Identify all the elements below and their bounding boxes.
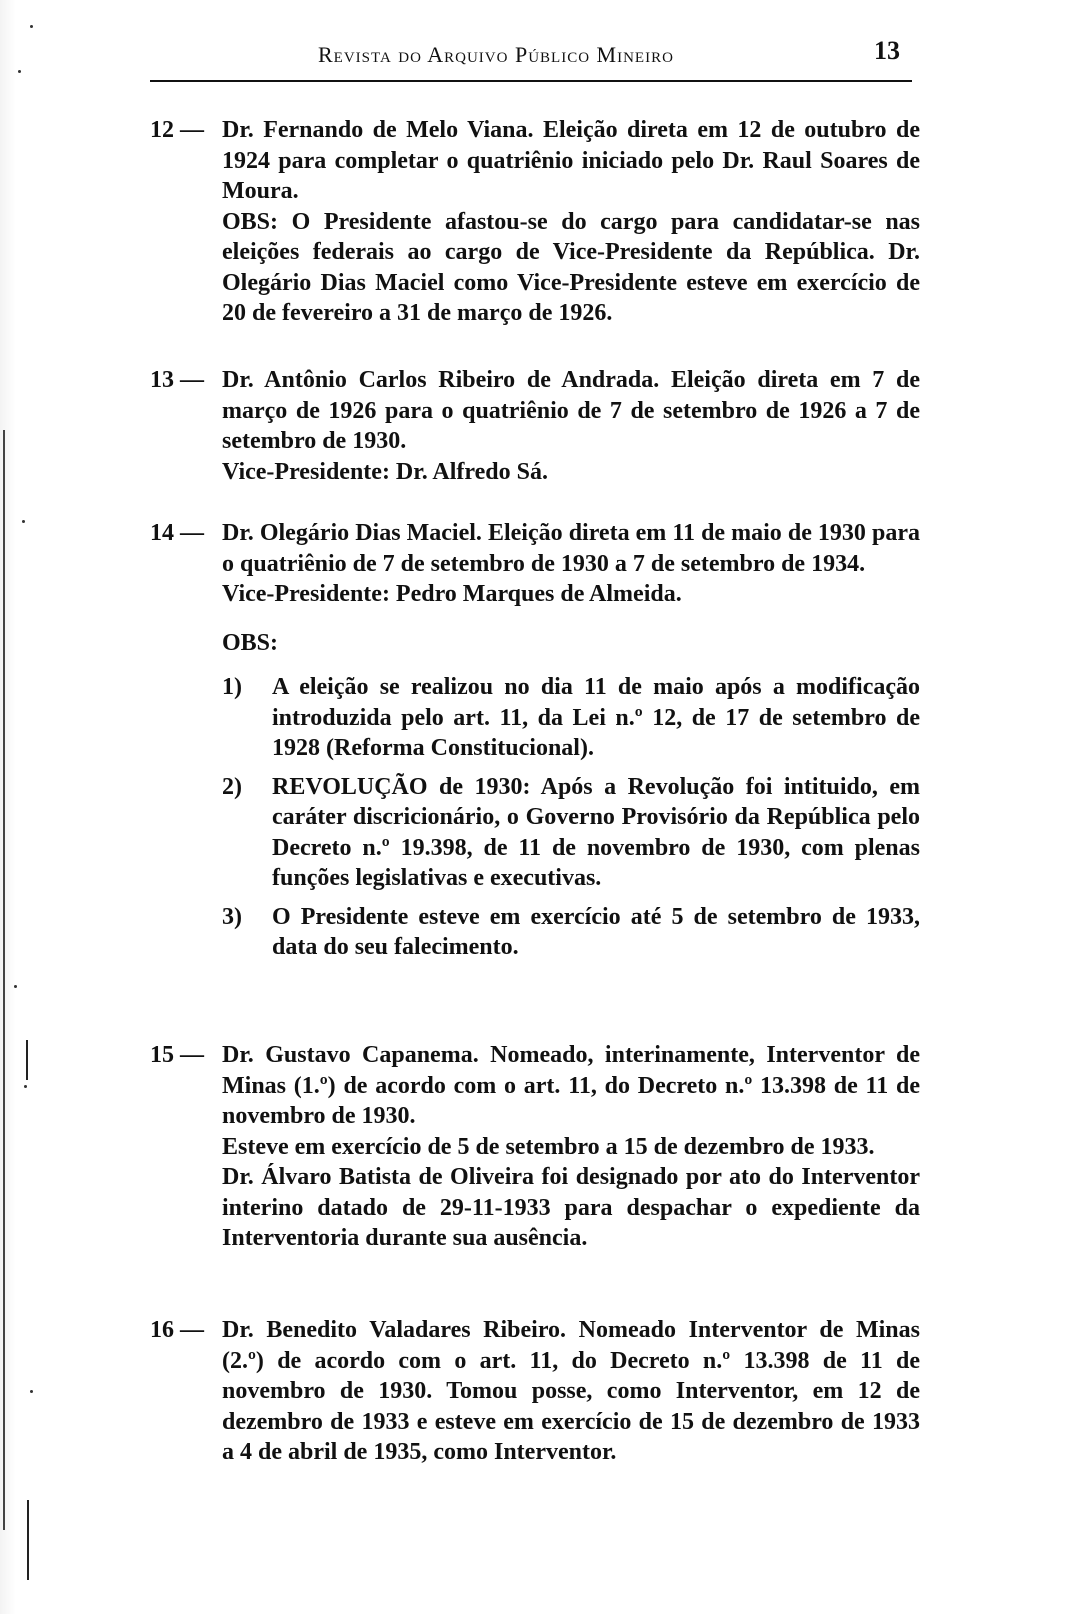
scan-artifact-dot [24, 1085, 27, 1088]
entry-body [222, 365, 920, 487]
obs-text: O Presidente esteve em exercício até 5 de setembro de 1933, data do seu falecimento. [272, 903, 920, 960]
obs-item-3 [222, 902, 920, 963]
scan-artifact-dot [14, 985, 17, 988]
entry-number: 13 — [150, 367, 204, 393]
obs-text: REVOLUÇÃO de 1930: Após a Revolução foi intituido, em caráter discricionário, o Governo Provisório da República pelo Decreto n.º 19.398, de 11 de novembro de 1930, com plenas funções legislativas e executivas. [272, 773, 920, 891]
page-header [150, 36, 912, 82]
entry-15 [150, 1040, 920, 1254]
entry-body [222, 518, 920, 963]
entry-paragraph: Dr. Fernando de Melo Viana. Eleição direta em 12 de outubro de 1924 para completar o quatriênio iniciado pelo Dr. Raul Soares de Moura. [222, 117, 920, 204]
scan-artifact-line [27, 1500, 29, 1580]
entry-13 [150, 365, 920, 487]
scan-artifact-dot [30, 1390, 33, 1393]
entry-body [222, 1315, 920, 1468]
entry-body [222, 115, 920, 329]
entry-paragraph: Dr. Álvaro Batista de Oliveira foi designado por ato do Interventor interino datado de 29-11-1933 para despachar o expediente da Interventoria durante sua ausência. [222, 1164, 920, 1251]
entry-paragraph: Dr. Olegário Dias Maciel. Eleição direta em 11 de maio de 1930 para o quatriênio de 7 de setembro de 1930 a 7 de setembro de 1934. [222, 520, 920, 577]
scan-artifact-dot [30, 25, 33, 28]
obs-item-2 [222, 772, 920, 894]
vice-president-line: Vice-Presidente: Pedro Marques de Almeida. [222, 581, 682, 607]
obs-number: 3) [222, 903, 242, 930]
entry-note: OBS: O Presidente afastou-se do cargo para candidatar-se nas eleições federais ao cargo de Vice-Presidente da República. Dr. Olegário Dias Maciel como Vice-Presidente esteve em exercício de 20 de fevereiro a 31 de março de 1926. [222, 208, 920, 326]
entry-paragraph: Esteve em exercício de 5 de setembro a 15 de dezembro de 1933. [222, 1133, 875, 1160]
running-title: Revista do Arquivo Público Mineiro [318, 42, 674, 67]
entry-number: 16 — [150, 1317, 204, 1343]
page-number: 13 [874, 36, 900, 65]
entry-body [222, 1040, 920, 1254]
obs-label: OBS: [222, 629, 279, 656]
scan-artifact-dot [18, 70, 21, 73]
entry-16 [150, 1315, 920, 1468]
obs-text: A eleição se realizou no dia 11 de maio após a modificação introduzida pelo art. 11, da Lei n.º 12, de 17 de setembro de 1928 (Reforma Constitucional). [272, 674, 920, 761]
obs-item-1 [222, 672, 920, 764]
entry-number: 14 — [150, 520, 204, 546]
entry-paragraph: Dr. Benedito Valadares Ribeiro. Nomeado Interventor de Minas (2.º) de acordo com o art. 11, do Decreto n.º 13.398 de 11 de novembro de 1930. Tomou posse, como Interventor, em 12 de dezembro de 1933 e esteve em exercício de 15 de dezembro de 1933 a 4 de abril de 1935, como Interventor. [222, 1317, 920, 1465]
scan-artifact-line [3, 430, 5, 1530]
entry-number: 12 — [150, 117, 204, 143]
entry-paragraph: Dr. Gustavo Capanema. Nomeado, interinamente, Interventor de Minas (1.º) de acordo com o art. 11, do Decreto n.º 13.398 de 11 de novembro de 1930. [222, 1042, 920, 1129]
obs-number: 1) [222, 674, 242, 700]
scan-artifact-dot [22, 520, 25, 523]
obs-number: 2) [222, 773, 242, 800]
vice-president-line: Vice-Presidente: Dr. Alfredo Sá. [222, 458, 548, 485]
entry-number: 15 — [150, 1042, 204, 1068]
scan-artifact-line [26, 1040, 28, 1080]
entry-12 [150, 115, 920, 329]
entry-14 [150, 518, 920, 963]
entry-paragraph: Dr. Antônio Carlos Ribeiro de Andrada. Eleição direta em 7 de março de 1926 para o quatriênio de 7 de setembro de 1926 a 7 de setembro de 1930. [222, 367, 920, 454]
